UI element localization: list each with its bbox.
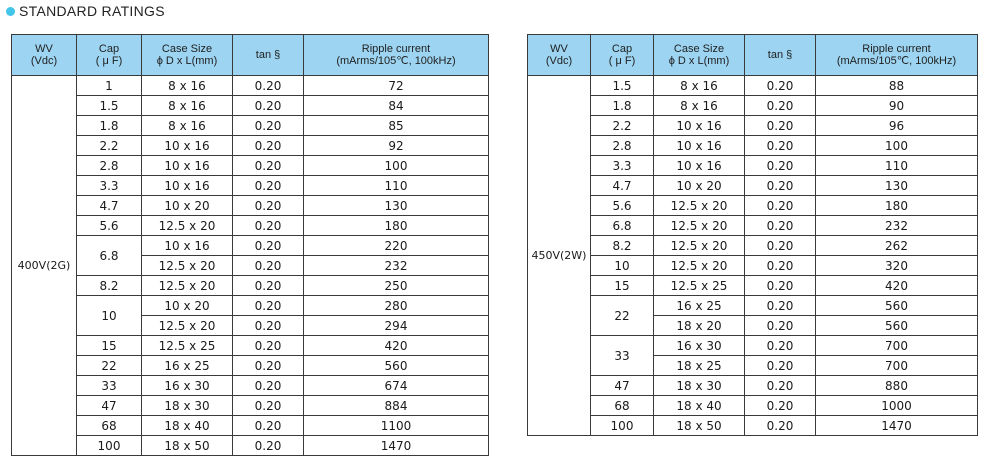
ripple-cell: 72: [304, 76, 489, 96]
cap-cell: 68: [591, 396, 654, 416]
tan-cell: 0.20: [233, 136, 304, 156]
case-size-cell: 10 x 20: [142, 296, 233, 316]
ripple-cell: 92: [304, 136, 489, 156]
tan-cell: 0.20: [233, 276, 304, 296]
case-size-cell: 8 x 16: [142, 76, 233, 96]
table-header-row: [12, 35, 489, 76]
case-size-cell: 18 x 25: [654, 356, 745, 376]
tan-cell: 0.20: [745, 76, 816, 96]
tan-cell: 0.20: [233, 216, 304, 236]
tan-cell: 0.20: [233, 416, 304, 436]
case-size-cell: 10 x 16: [142, 136, 233, 156]
case-size-cell: 18 x 50: [142, 436, 233, 456]
ripple-cell: 220: [304, 236, 489, 256]
wv-cell: 400V(2G): [12, 76, 77, 456]
table-row: [528, 116, 978, 136]
case-size-cell: 12.5 x 25: [142, 336, 233, 356]
cap-cell: 22: [591, 296, 654, 336]
tan-cell: 0.20: [233, 116, 304, 136]
table-row: [12, 296, 489, 316]
table-row: [12, 336, 489, 356]
tan-cell: 0.20: [745, 296, 816, 316]
cap-cell: 2.2: [77, 136, 142, 156]
tan-cell: 0.20: [745, 356, 816, 376]
cap-cell: 8.2: [77, 276, 142, 296]
table-row: [528, 396, 978, 416]
cap-cell: 6.8: [77, 236, 142, 276]
case-size-cell: 16 x 30: [142, 376, 233, 396]
cap-cell: 3.3: [77, 176, 142, 196]
cap-cell: 100: [77, 436, 142, 456]
table-row: [12, 216, 489, 236]
table-row: [12, 196, 489, 216]
ripple-cell: 420: [304, 336, 489, 356]
cap-cell: 10: [77, 296, 142, 336]
tan-cell: 0.20: [745, 176, 816, 196]
ripple-cell: 1000: [816, 396, 978, 416]
tan-cell: 0.20: [745, 396, 816, 416]
ripple-cell: 96: [816, 116, 978, 136]
tan-cell: 0.20: [233, 236, 304, 256]
header-tan: tan §: [745, 35, 816, 76]
table-row: [12, 96, 489, 116]
ripple-cell: 280: [304, 296, 489, 316]
tan-cell: 0.20: [233, 96, 304, 116]
tan-cell: 0.20: [233, 76, 304, 96]
ripple-cell: 674: [304, 376, 489, 396]
ripple-cell: 420: [816, 276, 978, 296]
table-row: [12, 176, 489, 196]
tan-cell: 0.20: [233, 176, 304, 196]
cap-cell: 2.8: [591, 136, 654, 156]
header-wv: WV (Vdc): [528, 35, 591, 76]
tan-cell: 0.20: [745, 376, 816, 396]
table-row: [12, 376, 489, 396]
table-row: [12, 136, 489, 156]
case-size-cell: 18 x 20: [654, 316, 745, 336]
header-cap: Cap ( μ F): [77, 35, 142, 76]
table-row: [528, 156, 978, 176]
case-size-cell: 12.5 x 25: [654, 276, 745, 296]
section-title: [6, 3, 165, 19]
table-header-row: [528, 35, 978, 76]
table-row: [528, 236, 978, 256]
table-row: [528, 276, 978, 296]
header-case-size: Case Size ϕ D x L(mm): [142, 35, 233, 76]
case-size-cell: 8 x 16: [142, 116, 233, 136]
case-size-cell: 18 x 40: [142, 416, 233, 436]
ripple-cell: 262: [816, 236, 978, 256]
header-cap: Cap ( μ F): [591, 35, 654, 76]
table-row: [528, 96, 978, 116]
cap-cell: 1.5: [77, 96, 142, 116]
case-size-cell: 18 x 40: [654, 396, 745, 416]
ripple-cell: 100: [816, 136, 978, 156]
tan-cell: 0.20: [745, 316, 816, 336]
tan-cell: 0.20: [745, 336, 816, 356]
ripple-cell: 100: [304, 156, 489, 176]
tan-cell: 0.20: [233, 196, 304, 216]
cap-cell: 10: [591, 256, 654, 276]
header-case-size: Case Size ϕ D x L(mm): [654, 35, 745, 76]
table-row: [528, 136, 978, 156]
bullet-dot-icon: [6, 7, 15, 16]
header-ripple: Ripple current (mArms/105℃, 100kHz): [304, 35, 489, 76]
tan-cell: 0.20: [745, 96, 816, 116]
cap-cell: 1.8: [77, 116, 142, 136]
table-row: [528, 216, 978, 236]
tan-cell: 0.20: [745, 196, 816, 216]
ripple-cell: 700: [816, 356, 978, 376]
ripple-cell: 700: [816, 336, 978, 356]
cap-cell: 22: [77, 356, 142, 376]
ratings-table-400v: [11, 34, 489, 456]
tan-cell: 0.20: [233, 436, 304, 456]
section-title-text: STANDARD RATINGS: [19, 3, 165, 19]
ripple-cell: 84: [304, 96, 489, 116]
ripple-cell: 110: [816, 156, 978, 176]
table-row: [12, 396, 489, 416]
ripple-cell: 884: [304, 396, 489, 416]
case-size-cell: 10 x 16: [654, 136, 745, 156]
tan-cell: 0.20: [233, 336, 304, 356]
tan-cell: 0.20: [745, 216, 816, 236]
table-row: [12, 436, 489, 456]
table-row: [528, 416, 978, 436]
tan-cell: 0.20: [745, 276, 816, 296]
header-ripple: Ripple current (mArms/105℃, 100kHz): [816, 35, 978, 76]
table-row: [12, 76, 489, 96]
cap-cell: 2.8: [77, 156, 142, 176]
wv-cell: 450V(2W): [528, 76, 591, 436]
cap-cell: 8.2: [591, 236, 654, 256]
ratings-table-450v: [527, 34, 978, 436]
table-row: [528, 196, 978, 216]
tan-cell: 0.20: [745, 236, 816, 256]
cap-cell: 2.2: [591, 116, 654, 136]
tan-cell: 0.20: [233, 256, 304, 276]
tan-cell: 0.20: [233, 156, 304, 176]
tan-cell: 0.20: [233, 356, 304, 376]
cap-cell: 1.5: [591, 76, 654, 96]
table-row: [12, 356, 489, 376]
case-size-cell: 10 x 16: [654, 156, 745, 176]
ripple-cell: 1100: [304, 416, 489, 436]
case-size-cell: 12.5 x 20: [142, 276, 233, 296]
tan-cell: 0.20: [745, 116, 816, 136]
ripple-cell: 294: [304, 316, 489, 336]
cap-cell: 5.6: [77, 216, 142, 236]
cap-cell: 3.3: [591, 156, 654, 176]
table-row: [528, 76, 978, 96]
case-size-cell: 10 x 20: [142, 196, 233, 216]
case-size-cell: 10 x 16: [142, 156, 233, 176]
table-row: [12, 236, 489, 256]
ripple-cell: 130: [816, 176, 978, 196]
cap-cell: 6.8: [591, 216, 654, 236]
ripple-cell: 560: [304, 356, 489, 376]
table-row: [12, 116, 489, 136]
cap-cell: 33: [77, 376, 142, 396]
tan-cell: 0.20: [745, 416, 816, 436]
tan-cell: 0.20: [233, 396, 304, 416]
cap-cell: 47: [591, 376, 654, 396]
cap-cell: 1: [77, 76, 142, 96]
tan-cell: 0.20: [233, 376, 304, 396]
ripple-cell: 130: [304, 196, 489, 216]
header-tan: tan §: [233, 35, 304, 76]
cap-cell: 15: [591, 276, 654, 296]
table-row: [12, 156, 489, 176]
header-wv: WV (Vdc): [12, 35, 77, 76]
table-row: [528, 176, 978, 196]
ripple-cell: 232: [816, 216, 978, 236]
ripple-cell: 110: [304, 176, 489, 196]
ripple-cell: 180: [304, 216, 489, 236]
tan-cell: 0.20: [233, 316, 304, 336]
ripple-cell: 232: [304, 256, 489, 276]
ripple-cell: 1470: [304, 436, 489, 456]
case-size-cell: 16 x 30: [654, 336, 745, 356]
ripple-cell: 880: [816, 376, 978, 396]
case-size-cell: 8 x 16: [142, 96, 233, 116]
ripple-cell: 1470: [816, 416, 978, 436]
cap-cell: 33: [591, 336, 654, 376]
table-row: [528, 256, 978, 276]
table-row: [528, 336, 978, 356]
case-size-cell: 12.5 x 20: [142, 256, 233, 276]
cap-cell: 4.7: [591, 176, 654, 196]
ripple-cell: 560: [816, 296, 978, 316]
case-size-cell: 12.5 x 20: [654, 196, 745, 216]
tan-cell: 0.20: [233, 296, 304, 316]
case-size-cell: 8 x 16: [654, 76, 745, 96]
tan-cell: 0.20: [745, 256, 816, 276]
case-size-cell: 18 x 50: [654, 416, 745, 436]
cap-cell: 100: [591, 416, 654, 436]
case-size-cell: 8 x 16: [654, 96, 745, 116]
ripple-cell: 88: [816, 76, 978, 96]
ripple-cell: 180: [816, 196, 978, 216]
case-size-cell: 10 x 16: [654, 116, 745, 136]
table-row: [528, 296, 978, 316]
case-size-cell: 18 x 30: [654, 376, 745, 396]
case-size-cell: 10 x 16: [142, 176, 233, 196]
tan-cell: 0.20: [745, 156, 816, 176]
table-row: [12, 416, 489, 436]
case-size-cell: 10 x 20: [654, 176, 745, 196]
cap-cell: 4.7: [77, 196, 142, 216]
case-size-cell: 12.5 x 20: [654, 236, 745, 256]
case-size-cell: 12.5 x 20: [654, 256, 745, 276]
case-size-cell: 12.5 x 20: [142, 316, 233, 336]
case-size-cell: 18 x 30: [142, 396, 233, 416]
table-row: [528, 376, 978, 396]
case-size-cell: 12.5 x 20: [142, 216, 233, 236]
cap-cell: 15: [77, 336, 142, 356]
case-size-cell: 16 x 25: [654, 296, 745, 316]
ripple-cell: 90: [816, 96, 978, 116]
cap-cell: 5.6: [591, 196, 654, 216]
tan-cell: 0.20: [745, 136, 816, 156]
case-size-cell: 12.5 x 20: [654, 216, 745, 236]
cap-cell: 1.8: [591, 96, 654, 116]
ripple-cell: 85: [304, 116, 489, 136]
cap-cell: 68: [77, 416, 142, 436]
case-size-cell: 10 x 16: [142, 236, 233, 256]
cap-cell: 47: [77, 396, 142, 416]
ripple-cell: 320: [816, 256, 978, 276]
ripple-cell: 250: [304, 276, 489, 296]
ripple-cell: 560: [816, 316, 978, 336]
table-row: [12, 276, 489, 296]
case-size-cell: 16 x 25: [142, 356, 233, 376]
